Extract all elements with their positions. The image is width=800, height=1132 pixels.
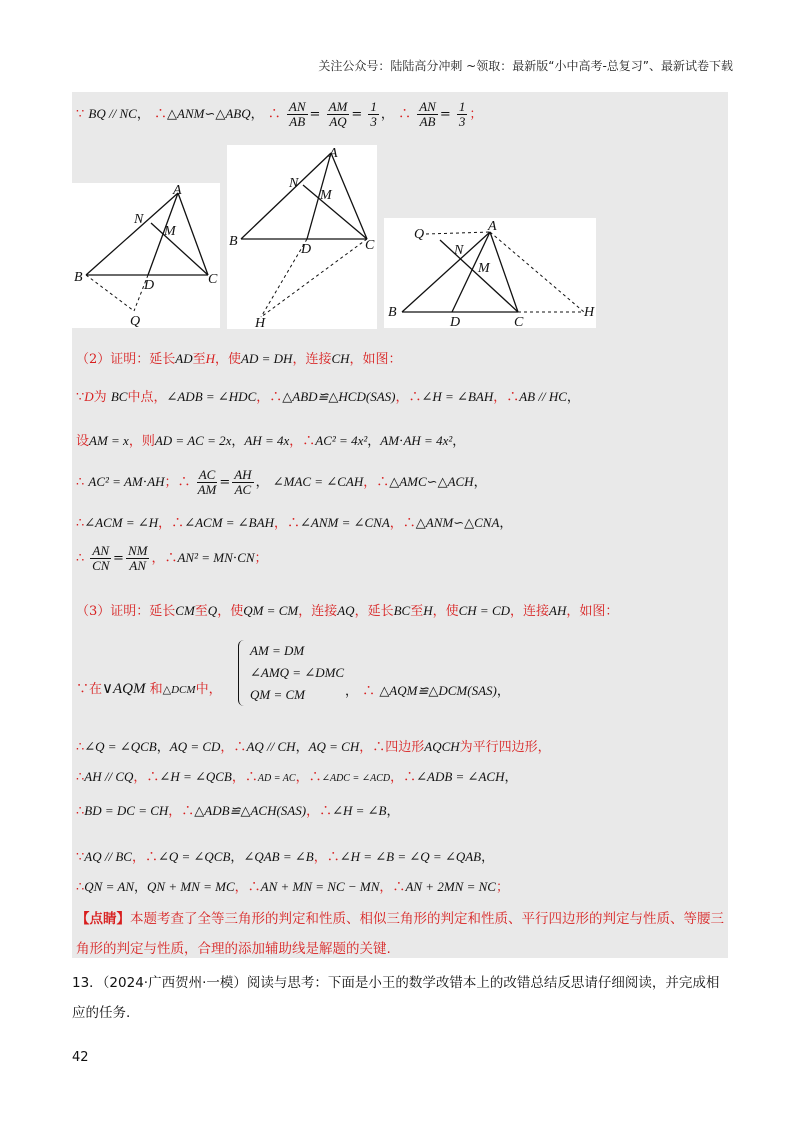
part3-line-7: ∴QN = AN，QN + MN = MC，∴AN + MN = NC − MN，∴AN + 2MN = NC； — [76, 879, 509, 895]
figure-2 — [227, 145, 377, 329]
punct: ； — [469, 107, 483, 122]
fraction: $\frac{1}{3}$ — [370, 99, 377, 129]
label-C: C — [365, 238, 375, 253]
label-B: B — [388, 305, 397, 320]
note-text: 本题考查了全等三角形的判定和性质、相似三角形的判定和性质、平行四边形的判定与性质、等腰三角形的判定与性质，合理的添加辅助线是解题的关键. — [76, 911, 724, 957]
label-H: H — [255, 316, 266, 329]
therefore-symbol: ∴ — [153, 107, 167, 122]
system-brace — [238, 640, 247, 706]
figure-1 — [72, 183, 220, 328]
label-D: D — [450, 315, 461, 328]
part2-line-2: ∵D为 BC中点，∠ADB = ∠HDC，∴△ABD≌△HCD(SAS)，∴∠H = ∠BAH，∴AB // HC， — [76, 389, 580, 405]
punct: ， — [380, 107, 394, 122]
label-Q: Q — [414, 227, 425, 242]
key-point-note — [76, 904, 726, 964]
fraction: $\frac{1}{3}$ — [458, 99, 466, 129]
label-C: C — [514, 315, 524, 328]
fraction: $\frac{AN}{AB}$ — [288, 99, 306, 129]
part3-line-2: ∵在∨AQM 和△DCM中， — [76, 681, 222, 697]
note-tag: 【点睛】 — [76, 911, 130, 927]
expr: △ANM∽△ABQ — [167, 106, 251, 121]
part3-line-4: ∴AH // CQ，∴∠H = ∠QCB，∴AD = AC，∴∠ADC = ∠ACD，∴∠ADB = ∠ACH， — [76, 769, 518, 785]
label-M: M — [164, 224, 176, 239]
part3-line-5: ∴BD = DC = CH，∴△ADB≌△ACH(SAS)，∴∠H = ∠B， — [76, 803, 400, 819]
fraction: $\frac{AM}{AQ}$ — [328, 99, 348, 129]
figure-3 — [384, 218, 596, 328]
proof-line-1 — [76, 100, 482, 129]
label-D: D — [301, 242, 312, 257]
label-A: A — [173, 183, 182, 198]
part2-line-5: ∴∠ACM = ∠H，∴∠ACM = ∠BAH，∴∠ANM = ∠CNA，∴△ANM∽△CNA， — [76, 515, 513, 531]
part3-line-1: （3）证明：延长CM至Q，使QM = CM，连接AQ，延长BC至H，使CH = CD，连接AH，如图： — [76, 603, 619, 619]
label-A: A — [329, 146, 338, 161]
equals: = — [309, 107, 321, 122]
expr: BQ // NC — [88, 106, 137, 121]
therefore-symbol: ∴ — [398, 107, 412, 122]
label-M: M — [478, 261, 490, 276]
therefore-symbol: ∴ — [267, 107, 281, 122]
part3-line-6: ∵AQ // BC，∴∠Q = ∠QCB，∠QAB = ∠B，∴∠H = ∠B = ∠Q = ∠QAB， — [76, 849, 495, 865]
label-N: N — [134, 212, 144, 227]
label-D: D — [144, 278, 155, 293]
punct: ， — [136, 107, 150, 122]
page-number: 42 — [72, 1050, 89, 1065]
equation-system: AM = DM ∠AMQ = ∠DMC QM = CM — [250, 643, 345, 702]
part2-line-3: 设AM = x，则AD = AC = 2x，AH = 4x，∴AC² = 4x²，AM⋅AH = 4x²， — [76, 433, 466, 449]
part2-line-4: ∴ AC² = AM⋅AH；∴ $\frac{AC}{AM}$ = $\frac{AH}{AC}$ ， ∠MAC = ∠CAH，∴△AMC∽△ACH， — [76, 467, 487, 497]
label-B: B — [229, 234, 238, 249]
label-Q: Q — [130, 314, 141, 328]
fraction: $\frac{AN}{AB}$ — [419, 99, 436, 129]
question-13: 13．（2024·广西贺州·一模）阅读与思考：下面是小王的数学改错本上的改错总结反思请仔细阅读，并完成相应的任务. — [72, 975, 720, 1021]
part2-line-1: （2）证明：延长AD至H，使AD = DH，连接CH，如图： — [76, 351, 402, 367]
part2-line-6: ∴ $\frac{AN}{CN}$ = $\frac{NM}{AN}$ ，∴AN² = MN⋅CN； — [76, 543, 268, 573]
equals: = — [351, 107, 363, 122]
label-N: N — [289, 176, 299, 191]
label-H: H — [584, 305, 595, 320]
page-header: 关注公众号：陆陆高分冲刺 ~领取：最新版“小中高考-总复习”、最新试卷下载 — [318, 59, 733, 73]
punct: ， — [250, 107, 264, 122]
label-A: A — [488, 219, 497, 234]
because-symbol: ∵ — [76, 107, 85, 122]
part3-line-3: ∴∠Q = ∠QCB，AQ = CD，∴AQ // CH，AQ = CH，∴四边形AQCH为平行四边形， — [76, 739, 551, 755]
label-C: C — [208, 272, 218, 287]
label-N: N — [454, 243, 464, 258]
part3-line-2-conclusion: ， ∴ △AQM≌△DCM(SAS)， — [345, 683, 510, 699]
equals: = — [439, 107, 451, 122]
label-B: B — [74, 270, 83, 285]
label-M: M — [320, 188, 332, 203]
